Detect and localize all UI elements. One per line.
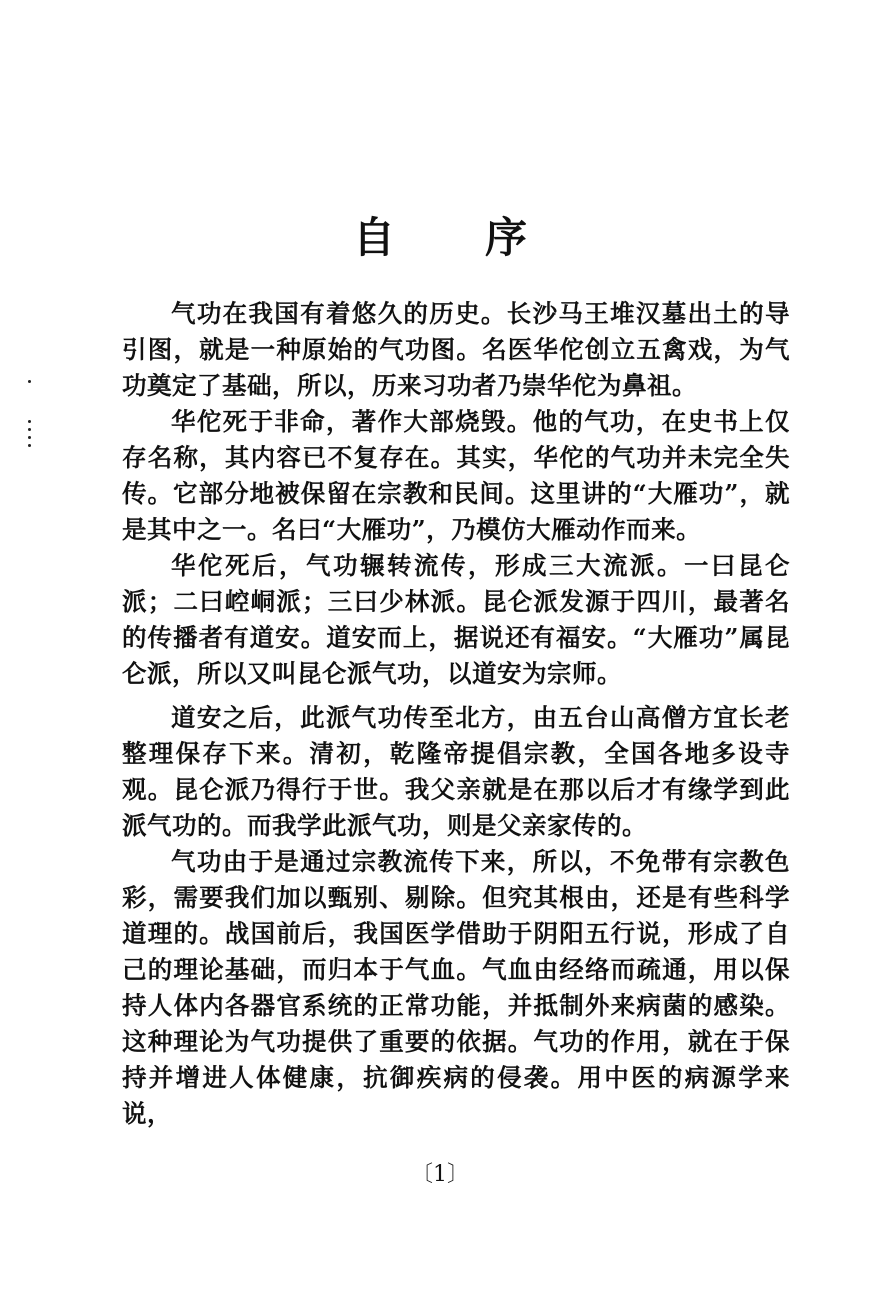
title-char-2: 序	[485, 213, 528, 262]
margin-marks	[26, 380, 34, 450]
page-title	[0, 210, 880, 266]
body-text	[122, 296, 790, 1132]
paragraph-3: 华佗死后，气功辗转流传，形成三大流派。一曰昆仑派；二曰崆峒派；三曰少林派。昆仑派发源于四川，最著名的传播者有道安。道安而上，据说还有福安。“大雁功”属昆仑派，所以又叫昆仑派气功，以道安为宗师。	[122, 551, 790, 688]
page-number: 〔1〕	[411, 1162, 469, 1187]
paragraph-2: 华佗死于非命，著作大部烧毁。他的气功，在史书上仅存名称，其内容已不复存在。其实，华佗的气功并未完全失传。它部分地被保留在宗教和民间。这里讲的“大雁功”，就是其中之一。名曰“大雁功”，乃模仿大雁动作而来。	[122, 407, 790, 544]
paragraph-1: 气功在我国有着悠久的历史。长沙马王堆汉墓出土的导引图，就是一种原始的气功图。名医华佗创立五禽戏，为气功奠定了基础，所以，历来习功者乃崇华佗为鼻祖。	[122, 299, 790, 400]
paragraph-4: 道安之后，此派气功传至北方，由五台山高僧方宜长老整理保存下来。清初，乾隆帝提倡宗教，全国各地多设寺观。昆仑派乃得行于世。我父亲就是在那以后才有缘学到此派气功的。而我学此派气功，则是父亲家传的。	[122, 703, 790, 840]
title-char-1: 自	[352, 213, 395, 262]
paragraph-5: 气功由于是通过宗教流传下来，所以，不免带有宗教色彩，需要我们加以甄别、剔除。但究其根由，还是有些科学道理的。战国前后，我国医学借助于阴阳五行说，形成了自己的理论基础，而归本于气血。气血由经络而疏通，用以保持人体内各器官系统的正常功能，并抵制外来病菌的感染。这种理论为气功提供了重要的依据。气功的作用，就在于保持并增进人体健康，抗御疾病的侵袭。用中医的病源学来说，	[122, 847, 790, 1128]
